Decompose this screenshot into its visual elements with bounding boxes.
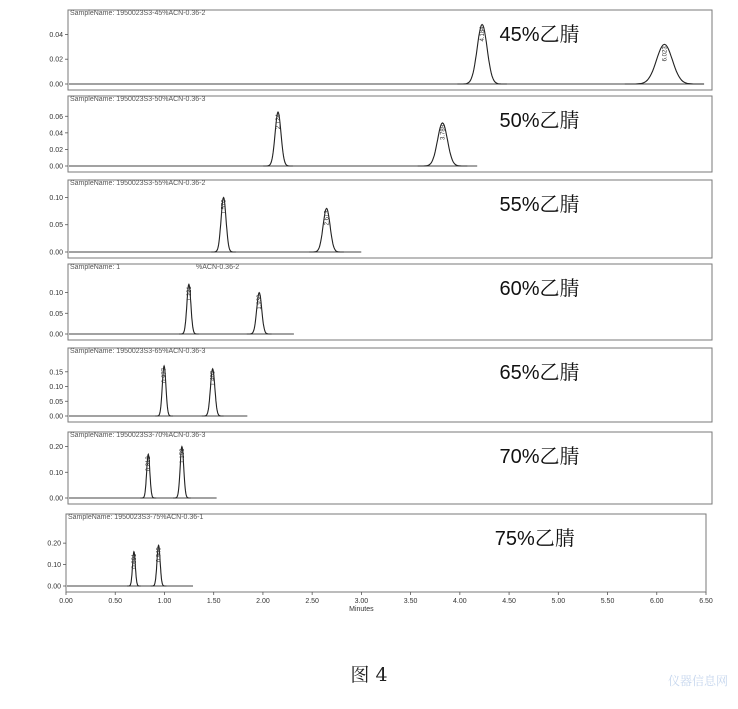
y-tick-label: 0.04 bbox=[49, 130, 63, 138]
y-tick-label: 0.00 bbox=[47, 583, 61, 591]
peak-rt-label: 0.940 bbox=[156, 547, 163, 563]
sample-name-label: SampleName: 1950023S3-45%ACN-0.36-2 bbox=[70, 10, 206, 17]
x-tick-label: 2.50 bbox=[305, 598, 319, 605]
x-tick-label: 3.00 bbox=[354, 598, 369, 605]
y-tick-label: 0.00 bbox=[49, 413, 63, 421]
y-tick-label: 0.05 bbox=[49, 310, 63, 318]
sample-name-label: SampleName: 1950023S3-65%ACN-0.36-3 bbox=[70, 348, 206, 355]
y-tick-label: 0.10 bbox=[49, 384, 63, 392]
chromatogram-panel-2 bbox=[49, 96, 712, 172]
x-tick-label: 6.00 bbox=[649, 598, 664, 605]
peak-rt-label: 0.977 bbox=[162, 367, 169, 383]
y-tick-label: 0.15 bbox=[49, 369, 63, 377]
x-tick-label: 6.50 bbox=[699, 598, 713, 605]
x-tick-label: 4.50 bbox=[502, 598, 516, 605]
peak-rt-label: 4.184 bbox=[480, 26, 487, 42]
chromatogram-panel-3 bbox=[49, 180, 712, 258]
x-tick-label: 1.50 bbox=[206, 598, 221, 605]
acetonitrile-label: 50%乙腈 bbox=[499, 110, 580, 132]
y-tick-label: 0.04 bbox=[49, 31, 63, 39]
sample-name-label: SampleName: 1950023S3-50%ACN-0.36-3 bbox=[70, 96, 206, 103]
y-tick-label: 0.00 bbox=[49, 249, 63, 257]
acetonitrile-label: 45%乙腈 bbox=[499, 24, 580, 46]
y-tick-label: 0.00 bbox=[49, 163, 63, 171]
x-tick-label: 2.00 bbox=[256, 598, 270, 605]
x-tick-label: 0.50 bbox=[108, 598, 123, 605]
peak-rt-label: 0.812 bbox=[146, 456, 153, 472]
peak-rt-label: 3.789 bbox=[440, 124, 447, 140]
peak-rt-label: 0.691 bbox=[131, 553, 138, 569]
y-tick-label: 0.02 bbox=[49, 146, 63, 154]
y-tick-label: 0.02 bbox=[49, 56, 63, 64]
sample-name-suffix: %ACN-0.36-2 bbox=[196, 264, 240, 271]
y-tick-label: 0.00 bbox=[49, 331, 63, 339]
chromatogram-panel-4 bbox=[49, 264, 712, 340]
y-tick-label: 0.05 bbox=[49, 222, 63, 230]
x-tick-label: 3.50 bbox=[403, 598, 418, 605]
chromatogram-panel-5 bbox=[49, 348, 712, 422]
chromatogram-panel-6 bbox=[49, 432, 712, 504]
peak-rt-label: 2.124 bbox=[276, 114, 283, 130]
watermark-text: 仪器信息网 bbox=[667, 674, 728, 688]
peak-rt-label: 1.570 bbox=[221, 199, 228, 215]
x-axis-title: Minutes bbox=[349, 606, 374, 613]
y-tick-label: 0.06 bbox=[49, 113, 63, 121]
x-tick-label: 4.00 bbox=[453, 598, 467, 605]
sample-name-label: SampleName: 1950023S3-55%ACN-0.36-2 bbox=[70, 180, 206, 187]
sample-name-label: SampleName: 1 bbox=[70, 264, 121, 271]
acetonitrile-label: 75%乙腈 bbox=[494, 528, 575, 550]
figure-caption: 图 4 bbox=[350, 664, 388, 686]
x-tick-label: 1.00 bbox=[157, 598, 172, 605]
y-tick-label: 0.10 bbox=[49, 469, 63, 477]
peak-rt-label: 1.463 bbox=[210, 370, 217, 386]
y-tick-label: 0.05 bbox=[49, 398, 63, 406]
sample-name-label: SampleName: 1950023S3-70%ACN-0.36-3 bbox=[70, 432, 206, 439]
y-tick-label: 0.20 bbox=[47, 540, 61, 548]
peak-rt-label: 1.221 bbox=[186, 286, 193, 302]
chromatogram-panels bbox=[47, 10, 713, 613]
acetonitrile-label: 70%乙腈 bbox=[499, 446, 580, 468]
peak-rt-label: 1.930 bbox=[257, 294, 264, 310]
peak-rt-label: 6.023 bbox=[662, 46, 669, 62]
y-tick-label: 0.00 bbox=[49, 81, 63, 89]
x-tick-label: 5.00 bbox=[551, 598, 566, 605]
panel-frame bbox=[68, 264, 712, 340]
acetonitrile-label: 55%乙腈 bbox=[499, 194, 580, 216]
panel-frame bbox=[68, 10, 712, 90]
chromatogram-panel-1 bbox=[49, 10, 712, 90]
sample-name-label: SampleName: 1950023S3-75%ACN-0.36-1 bbox=[68, 514, 204, 521]
y-tick-label: 0.10 bbox=[47, 562, 61, 570]
panel-frame bbox=[68, 348, 712, 422]
chromatogram-panel-7 bbox=[47, 514, 713, 613]
panel-frame bbox=[68, 96, 712, 172]
x-tick-label: 0.00 bbox=[59, 598, 73, 605]
y-tick-label: 0.10 bbox=[49, 194, 63, 202]
peak-rt-label: 1.153 bbox=[179, 448, 186, 464]
panel-frame bbox=[68, 180, 712, 258]
peak-rt-label: 2.613 bbox=[324, 210, 331, 226]
y-tick-label: 0.20 bbox=[49, 444, 63, 452]
y-tick-label: 0.00 bbox=[49, 495, 63, 503]
acetonitrile-label: 60%乙腈 bbox=[499, 278, 580, 300]
panel-frame bbox=[68, 432, 712, 504]
acetonitrile-label: 65%乙腈 bbox=[499, 362, 580, 384]
x-tick-label: 5.50 bbox=[600, 598, 615, 605]
y-tick-label: 0.10 bbox=[49, 290, 63, 298]
